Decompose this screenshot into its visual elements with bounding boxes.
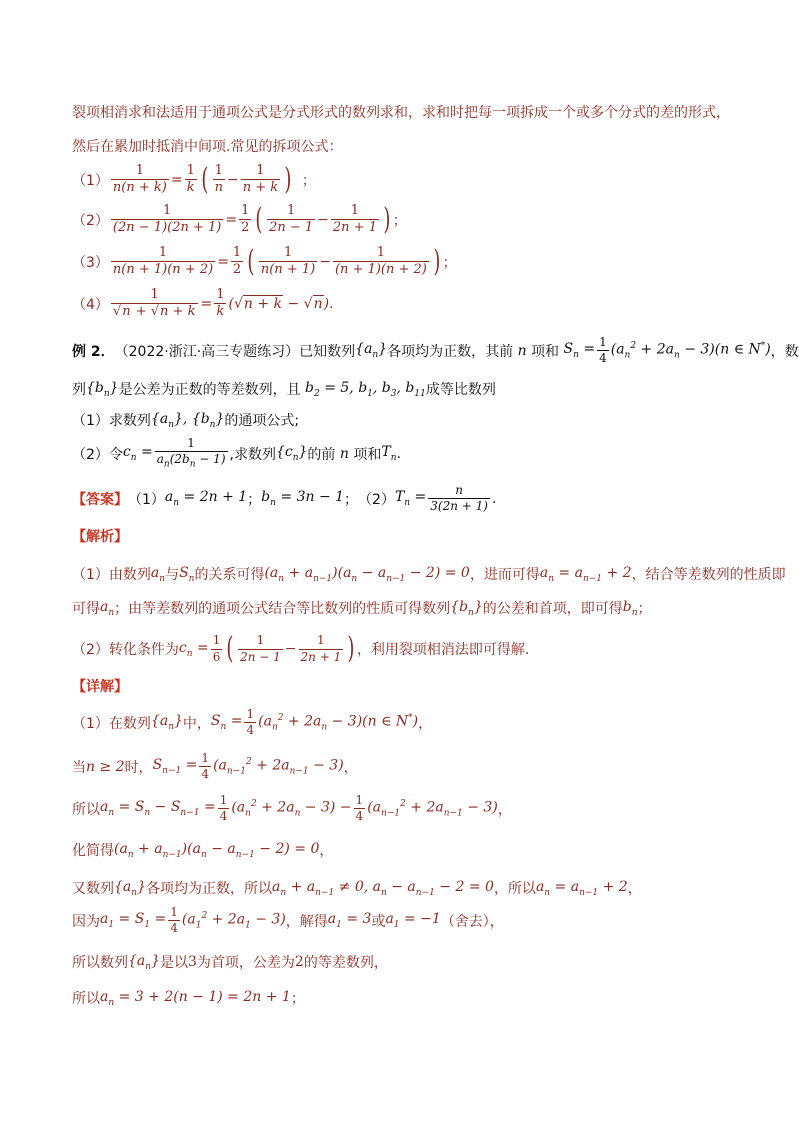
detail-line-2: 当 n ≥ 2 时， $S_{n-1}$ = $\frac{1}{4}$ $(a_{n-1}^2 + 2a_{n-1} - 3)$ ， <box>72 751 358 782</box>
detail-line-6: 因为 $a_1 = S_1$ = $\frac{1}{4}$ $(a_1^2 + 2a_1 - 3)$ ，解得 $a_1 = 3$ 或 $a_1 = -1$ （舍去）， <box>72 905 504 936</box>
intro-line-1: 裂项相消求和法适用于通项公式是分式形式的数列求和，求和时把每一项拆成一个或多个分式的差的形式， <box>72 105 730 121</box>
example-line-1: 例 2． （2022·浙江·高三专题练习） 已知数列 $\{a_n\}$ 各项均为正数，其前 n 项和 $S_n$ = $\frac{1}{4}$ $(a_n^2 + 2a_n - 3)(n$ ∈ N*) ，数 <box>72 335 799 366</box>
question-2: （2）令 $c_n$ = $\frac{1}{a_n(2b_n - 1)}$ ,求数列 $\{c_n\}$ 的前 n 项和 $T_n$ . <box>72 436 401 470</box>
analysis-line-1: （1）由数列 $a_n$ 与 $S_n$ 的关系可得 $(a_n + a_{n-1})(a_n - a_{n-1} - 2) = 0$ ，进而可得 $a_n = a_{n-1} + 2$ ，结合等差数列的性质即 <box>72 564 786 584</box>
detail-line-7: 所以数列 $\{a_n\}$ 是以 3 为首项，公差为 2 的等差数列， <box>72 952 388 972</box>
example-line-2: 列 $\{b_n\}$ 是公差为正数的等差数列，且 $b_2 = 5$, $b_1$, $b_3$, $b_{11}$ 成等比数列 <box>72 379 496 399</box>
detail-line-5: 又数列 $\{a_n\}$ 各项均为正数，所以 $a_n + a_{n-1} \ne 0$, $a_n - a_{n-1} - 2 = 0$ ，所以 $a_n = a_{n-1} + 2$ ， <box>72 878 642 898</box>
answer-tag: 【答案】 <box>72 491 128 508</box>
detail-tag: 【详解】 <box>72 679 128 695</box>
detail-line-4: 化简得 $(a_n + a_{n-1})(a_n - a_{n-1} - 2) = 0$ ， <box>72 840 334 860</box>
detail-line-8: 所以 $a_n = 3 + 2(n - 1) = 2n + 1$ ； <box>72 988 305 1008</box>
detail-line-1: （1）在数列 $\{a_n\}$ 中， $S_n$ = $\frac{1}{4}$ $(a_n^2 + 2a_n - 3)(n$ ∈ N*) ， <box>72 707 433 738</box>
answer-line: 【答案】 （1） $a_n = 2n + 1$ ； $b_n = 3n - 1$ ； （2） $T_n$ = $\frac{n}{3(2n + 1)}$ . <box>72 483 497 514</box>
analysis-tag: 【解析】 <box>72 529 128 545</box>
formula-index: （4） <box>72 296 109 313</box>
example-label: 例 2． <box>72 343 115 360</box>
formula-index: （2） <box>72 212 109 229</box>
formula-2: （2） $\frac{1}{(2n - 1)(2n + 1)}$ = $\frac{1}{2}$ ( $\frac{1}{2n - 1}$ − $\frac{1}{2n + 1}$ ) ； <box>72 201 407 237</box>
formula-index: （1） <box>72 172 109 189</box>
analysis-line-2: 可得 $a_n$ ；由等差数列的通项公式结合等比数列的性质可得数列 $\{b_n\}$ 的公差和首项，即可得 $b_n$ ； <box>72 598 652 618</box>
intro-line-2: 然后在累加时抵消中间项.常见的拆项公式： <box>72 139 343 155</box>
detail-line-3: 所以 $a_n = S_n - S_{n-1}$ = $\frac{1}{4}$ $(a_n^2 + 2a_n - 3)$ − $\frac{1}{4}$ $(a_{n-1}^2 + 2a_{n-1} - 3)$ ， <box>72 793 512 824</box>
formula-1: （1） $\frac{1}{n(n + k)}$ = $\frac{1}{k}$ ( $\frac{1}{n}$ − $\frac{1}{n + k}$ ) ； <box>72 161 316 197</box>
example-source: （2022·浙江·高三专题练习） <box>114 343 300 360</box>
formula-index: （3） <box>72 254 109 271</box>
formula-3: （3） $\frac{1}{n(n + 1)(n + 2)}$ = $\frac{1}{2}$ ( $\frac{1}{n(n + 1)}$ − $\frac{1}{(n + 1)(n + 2)}$ ) ； <box>72 243 457 279</box>
analysis-line-3: （2）转化条件为 $c_n$ = $\frac{1}{6}$ ( $\frac{1}{2n - 1}$ − $\frac{1}{2n + 1}$ ) ，利用裂项相消法即可得解. <box>72 631 530 666</box>
question-1: （1）求数列 $\{a_n\}$, $\{b_n\}$ 的通项公式; <box>72 410 300 430</box>
formula-4: （4） $\frac{1}{√n + √n + k}$ = $\frac{1}{k}$ (√n + k − √n) . <box>72 287 334 320</box>
